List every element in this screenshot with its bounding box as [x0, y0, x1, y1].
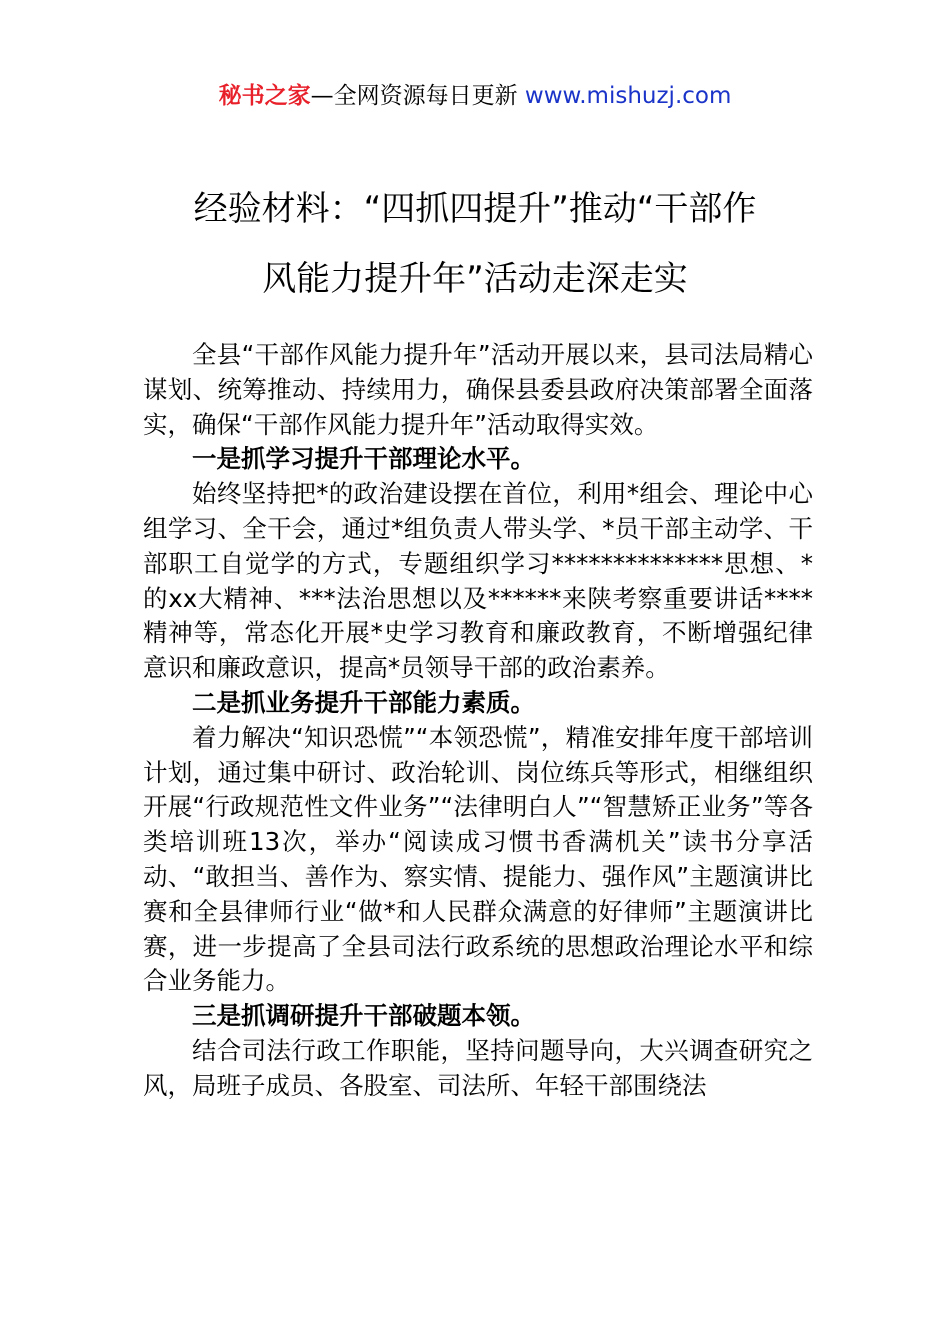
document-body [143, 338, 813, 1104]
section-paragraph-1: 始终坚持把*的政治建设摆在首位，利用*组会、理论中心组学习、全干会，通过*组负责人带头学、*员干部主动学、干部职工自觉学的方式，专题组织学习**************思想、*的xx大精神、***法治思想以及******来陕考察重要讲话****精神等，常态化开展*史学习教育和廉政教育，不断增强纪律意识和廉政意识，提高*员领导干部的政治素养。 [143, 479, 813, 683]
section-heading-3: 三是抓调研提升干部破题本领。 [192, 1001, 535, 1031]
title-line-1: 经验材料：“四抓四提升”推动“干部作 [193, 189, 757, 229]
section-heading-2: 二是抓业务提升干部能力素质。 [192, 687, 535, 717]
title-line-2: 风能力提升年”活动走深走实 [262, 259, 688, 299]
section-heading-1: 一是抓学习提升干部理论水平。 [192, 444, 535, 474]
site-header [0, 80, 950, 112]
section-paragraph-3: 结合司法行政工作职能，坚持问题导向，大兴调查研究之风，局班子成员、各股室、司法所、年轻干部围绕法 [143, 1035, 813, 1100]
site-brand: 秘书之家 [218, 83, 311, 109]
site-tagline: —全网资源每日更新 [310, 83, 525, 109]
document-title [120, 174, 830, 314]
section-paragraph-2: 着力解决“知识恐慌”“本领恐慌”，精准安排年度干部培训计划，通过集中研讨、政治轮训、岗位练兵等形式，相继组织开展“行政规范性文件业务”“法律明白人”“智慧矫正业务”等各类培训班13次，举办“阅读成习惯书香满机关”读书分享活动、“敢担当、善作为、察实情、提能力、强作风”主题演讲比赛和全县律师行业“做*和人民群众满意的好律师”主题演讲比赛，进一步提高了全县司法行政系统的思想政治理论水平和综合业务能力。 [143, 722, 813, 996]
site-url-link[interactable]: www.mishuzj.com [524, 83, 732, 109]
intro-paragraph: 全县“干部作风能力提升年”活动开展以来，县司法局精心谋划、统筹推动、持续用力，确保县委县政府决策部署全面落实，确保“干部作风能力提升年”活动取得实效。 [143, 340, 813, 439]
